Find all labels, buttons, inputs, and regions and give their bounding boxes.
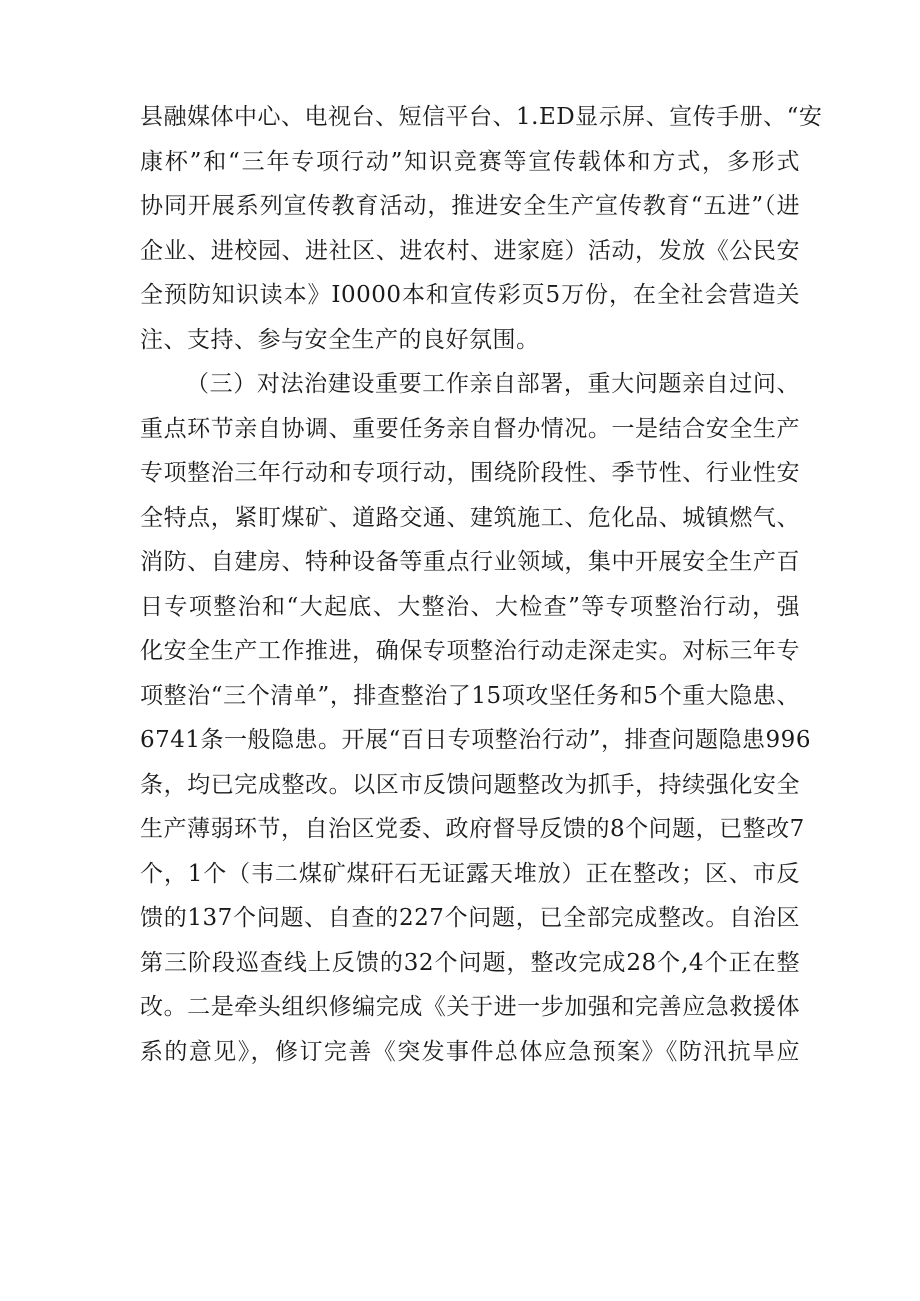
document-page [140, 95, 823, 1074]
text-line: （三）对法治建设重要工作亲自部署，重大问题亲自过问、 [186, 371, 800, 397]
text-line: 第三阶段巡查线上反馈的32个问题，整改完成28个,4个正在整 [140, 949, 800, 976]
text-line: 康杯”和“三年专项行动”知识竞赛等宣传载体和方式，多形式 [140, 148, 800, 175]
text-line: 条，均已完成整改。以区市反馈问题整改为抓手，持续强化安全 [140, 771, 800, 798]
text-line: 馈的137个问题、自查的227个问题，已全部完成整改。自治区 [140, 905, 800, 931]
text-line: 生产薄弱环节，自治区党委、政府督导反馈的8个问题，已整改7 [140, 816, 805, 842]
text-line: 项整治“三个清单”，排查整治了15项攻坚任务和5个重大隐患、 [140, 682, 800, 709]
text-line: 化安全生产工作推进，确保专项整治行动走深走实。对标三年专 [140, 638, 800, 664]
text-line: 日专项整治和“大起底、大整治、大检查”等专项整治行动，强 [140, 593, 800, 620]
text-line: 注、支持、参与安全生产的良好氛围。 [140, 326, 540, 353]
text-line: 协同开展系列宣传教育活动，推进安全生产宣传教育“五进”（进 [140, 193, 800, 219]
text-line: 改。二是牵头组织修编完成《关于进一步加强和完善应急救援体 [140, 994, 800, 1020]
paragraph-1 [140, 95, 823, 362]
text-line: 重点环节亲自协调、重要任务亲自督办情况。一是结合安全生产 [140, 415, 800, 442]
paragraph-2 [140, 362, 811, 1074]
text-line: 消防、自建房、特种设备等重点行业领域，集中开展安全生产百 [140, 549, 800, 575]
text-line: 专项整治三年行动和专项行动，围绕阶段性、季节性、行业性安 [140, 460, 800, 486]
text-line: 6741条一般隐患。开展“百日专项整治行动”，排查问题隐患996 [140, 727, 811, 753]
text-line: 全特点，紧盯煤矿、道路交通、建筑施工、危化品、城镇燃气、 [140, 504, 800, 531]
text-line: 县融媒体中心、电视台、短信平台、1.ED显示屏、宣传手册、“安 [140, 104, 823, 130]
text-line: 企业、进校园、进社区、进农村、进家庭）活动，发放《公民安 [140, 237, 800, 264]
text-line: 个，1个（韦二煤矿煤矸石无证露天堆放）正在整改；区、市反 [140, 860, 800, 887]
text-line: 全预防知识读本》I0000本和宣传彩页5万份，在全社会营造关 [140, 282, 800, 308]
text-line: 系的意见》，修订完善《突发事件总体应急预案》《防汛抗旱应 [140, 1038, 800, 1065]
